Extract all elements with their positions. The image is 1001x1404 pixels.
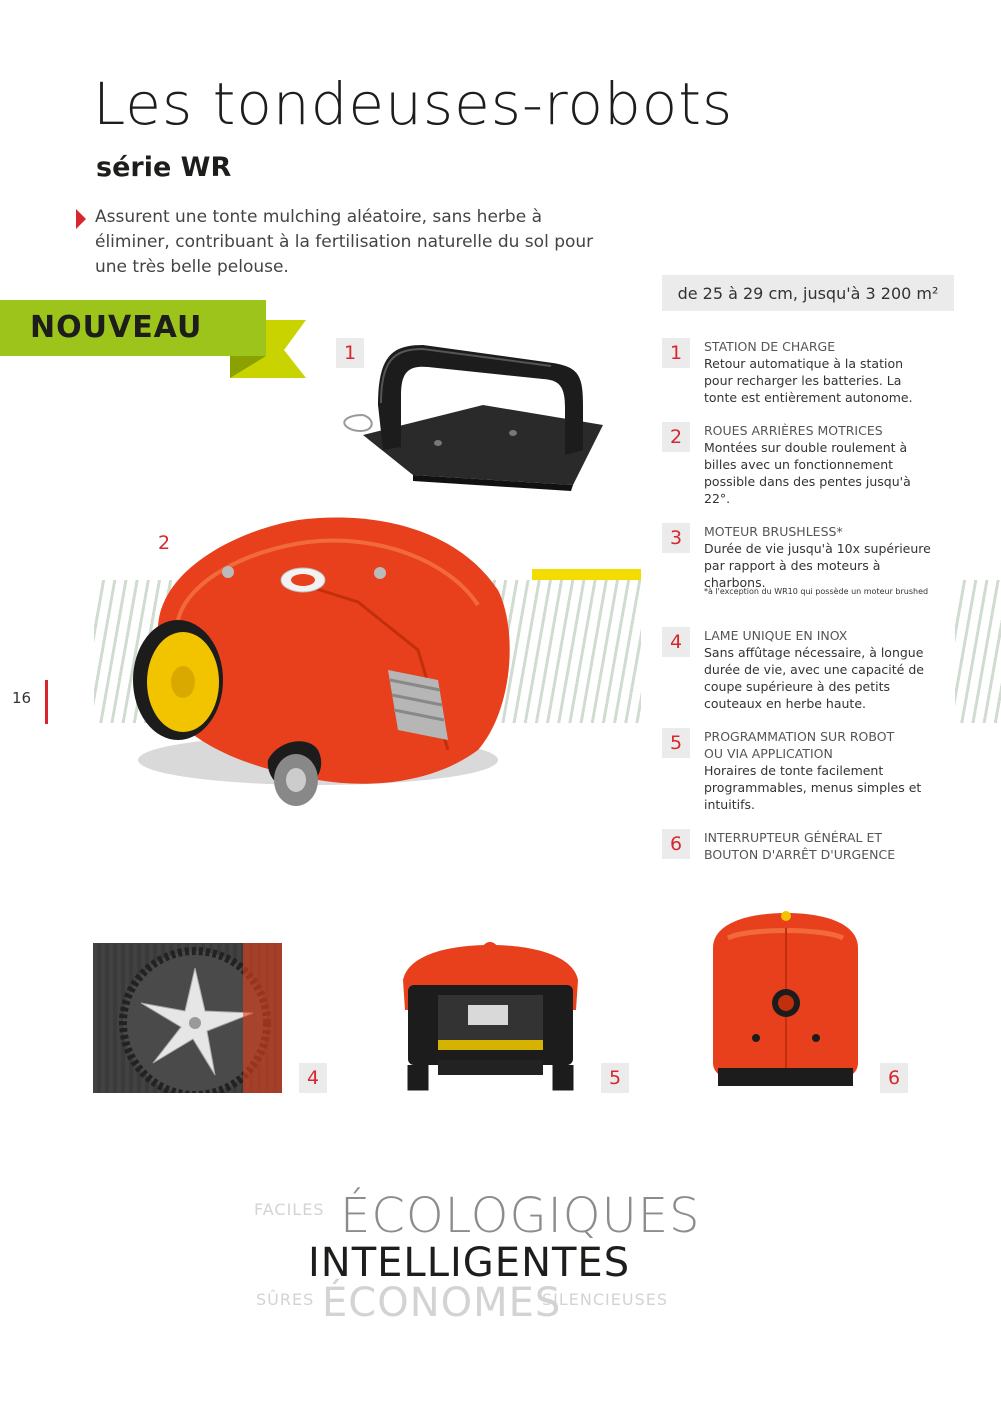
- feature-title: LAME UNIQUE EN INOX: [704, 628, 848, 643]
- image-number-5: 5: [601, 1063, 629, 1093]
- yellow-accent-bar: [532, 569, 641, 580]
- feature-description: Horaires de tonte facilement programmables, menus simples et intuitifs.: [704, 763, 922, 812]
- blade-image: [93, 943, 282, 1093]
- feature-number: 1: [662, 338, 690, 368]
- charging-station-image: [333, 335, 613, 495]
- feature-title: MOTEUR BRUSHLESS*: [704, 524, 843, 539]
- word-ecologiques: ÉCOLOGIQUES: [340, 1188, 701, 1244]
- image-number-2: 2: [150, 528, 178, 558]
- feature-2: [662, 422, 962, 512]
- series-subtitle: série WR: [96, 152, 232, 183]
- feature-footnote: *à l'exception du WR10 qui possède un moteur brushed: [704, 587, 929, 596]
- feature-description: Retour automatique à la station pour recharger les batteries. La tonte est entièrement autonome.: [704, 356, 913, 405]
- feature-3: [662, 523, 962, 613]
- word-economes: ÉCONOMES: [322, 1280, 562, 1326]
- feature-6: [662, 829, 962, 869]
- word-silencieuses: SILENCIEUSES: [542, 1290, 668, 1309]
- feature-number: 2: [662, 422, 690, 452]
- emergency-stop-image: [708, 908, 863, 1093]
- feature-title: STATION DE CHARGE: [704, 339, 836, 354]
- feature-title: PROGRAMMATION SUR ROBOT OU VIA APPLICATION: [704, 729, 895, 761]
- word-sures: SÛRES: [256, 1290, 315, 1309]
- image-number-1: 1: [336, 338, 364, 368]
- page-title: Les tondeuses-robots: [93, 70, 734, 138]
- robot-mower-image: [118, 510, 518, 820]
- word-faciles: FACILES: [254, 1200, 325, 1219]
- image-number-4: 4: [299, 1063, 327, 1093]
- control-panel-image: [398, 940, 583, 1095]
- nouveau-label: NOUVEAU: [30, 310, 203, 345]
- bullet-arrow-icon: [76, 209, 86, 229]
- page-number: 16: [12, 689, 32, 707]
- feature-description: Sans affûtage nécessaire, à longue durée de vie, avec une capacité de coupe supérieure à des petits couteaux en herbe haute.: [704, 645, 924, 711]
- feature-description: Durée de vie jusqu'à 10x supérieure par rapport à des moteurs à charbons.: [704, 541, 931, 590]
- feature-5: [662, 728, 962, 818]
- feature-number: 3: [662, 523, 690, 553]
- feature-4: [662, 627, 962, 717]
- feature-number: 4: [662, 627, 690, 657]
- feature-title: INTERRUPTEUR GÉNÉRAL ET BOUTON D'ARRÊT D'URGENCE: [704, 830, 896, 862]
- feature-number: 6: [662, 829, 690, 859]
- page-number-rule: [45, 680, 48, 724]
- feature-number: 5: [662, 728, 690, 758]
- word-intelligentes: INTELLIGENTES: [308, 1240, 631, 1286]
- feature-description: Montées sur double roulement à billes avec un fonctionnement possible dans des pentes jusqu'à 22°.: [704, 440, 911, 506]
- feature-title: ROUES ARRIÈRES MOTRICES: [704, 423, 883, 438]
- image-number-6: 6: [880, 1063, 908, 1093]
- intro-text: Assurent une tonte mulching aléatoire, sans herbe à éliminer, contribuant à la fertilisation naturelle du sol pour une très belle pelouse.: [95, 207, 594, 277]
- feature-1: [662, 338, 962, 408]
- size-badge: de 25 à 29 cm, jusqu'à 3 200 m²: [662, 275, 954, 311]
